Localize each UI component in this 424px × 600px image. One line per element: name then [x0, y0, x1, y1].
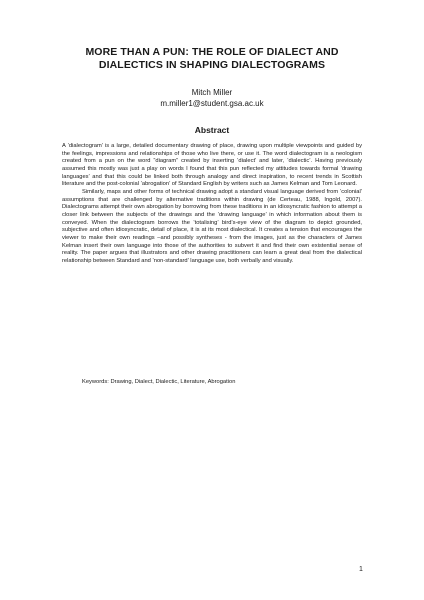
abstract-paragraph-1: A ‘dialectogram’ is a large, detailed documentary drawing of place, drawing upon multiple viewpoints and guided by the feelings, impressions and relationships of those who live there, or use it. The word dialectogram is a neologism created from a pun on the word “diagram” created by inserting ‘dialect’ and later, ‘dialectic’. Having previously assumed this mostly was just a play on words I found that this pun reflected my attitudes towards formal ‘drawing languages’ and that this could be linked both through analogy and direct inspiration, to recent trends in Scottish literature and the post-colonial ‘abrogation’ of Standard English by writers such as James Kelman and Tom Leonard.: [62, 143, 362, 188]
abstract-paragraph-2: Similarly, maps and other forms of technical drawing adopt a standard visual language derived from ‘colonial’ assumptions that are challenged by alternative traditions within drawing (de Certeau, 1988, Ingold, 2007). Dialectograms attempt their own abrogation by borrowing from these traditions in an idiosyncratic fashion to attempt a closer link between the subjects of the drawings and the ‘drawing language’ in which information about them is conveyed. When the dialectogram borrows the ‘totalising’ bird’s-eye view of the diagram to depict grounded, subjective and often idiosyncratic, detail of place, it is at its most dialectical. It creates a tension that encourages the viewer to make their own readings –and possibly syntheses - from the images, just as the characters of James Kelman insert their own language into those of the authorities to subvert it and find their own existential sense of reality. The paper argues that illustrators and other drawing practitioners can learn a great deal from the dialectical relationship between Standard and ‘non-standard’ language use, both verbally and visually.: [62, 188, 362, 264]
page-number: 1: [359, 566, 363, 573]
keywords: Keywords: Drawing, Dialect, Dialectic, Literature, Abrogation: [82, 379, 236, 385]
abstract-body: [62, 143, 362, 266]
title-line-2: DIALECTICS IN SHAPING DIALECTOGRAMS: [98, 59, 326, 71]
author-email: m.miller1@student.gsa.ac.uk: [160, 98, 264, 108]
author-name: Mitch Miller: [191, 88, 233, 97]
abstract-heading: Abstract: [194, 125, 230, 135]
author-block: [60, 88, 364, 109]
paper-title: [60, 46, 364, 72]
title-line-1: MORE THAN A PUN: THE ROLE OF DIALECT AND: [85, 46, 339, 58]
